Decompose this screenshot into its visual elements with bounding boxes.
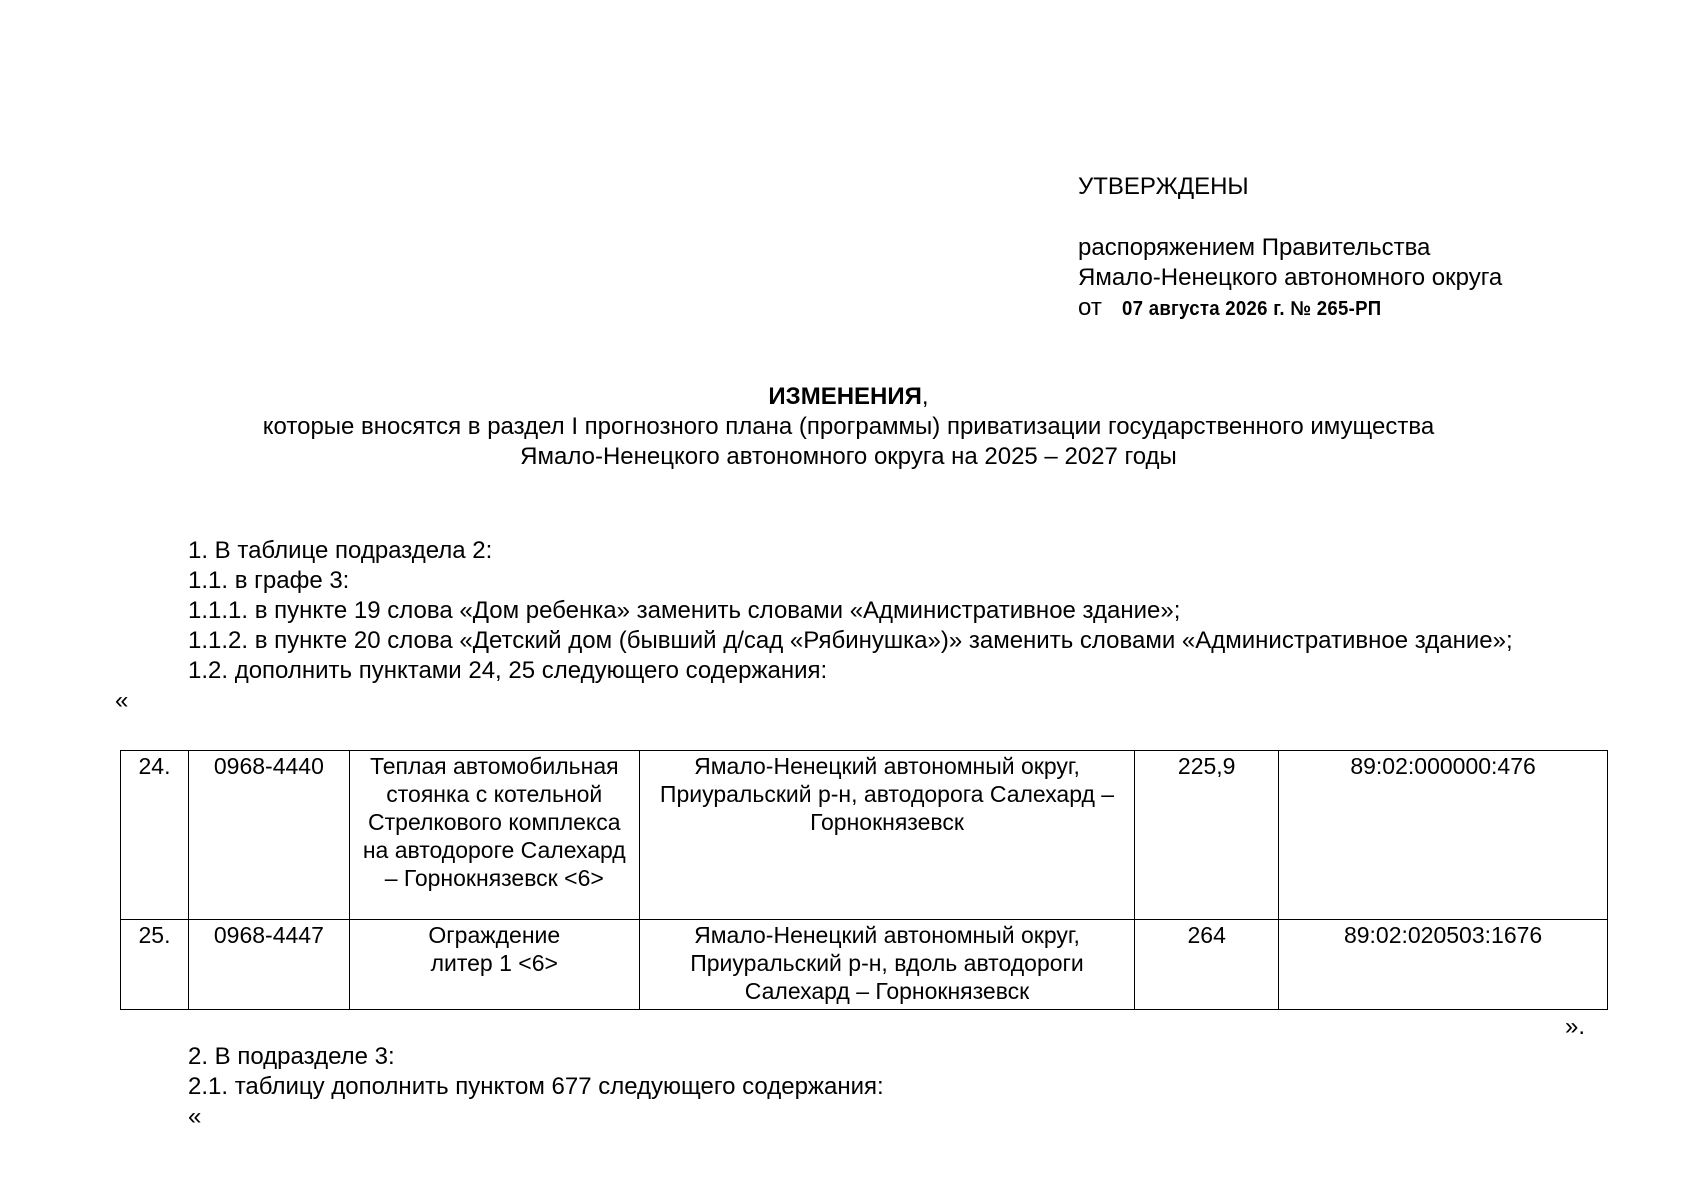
approval-heading: УТВЕРЖДЕНЫ — [1078, 173, 1249, 200]
paragraph-1-1: 1.1. в графе 3: — [188, 567, 350, 594]
paragraph-1-2: 1.2. дополнить пунктами 24, 25 следующего содержания: — [188, 657, 828, 684]
approval-line-2: Ямало-Ненецкого автономного округа — [1078, 264, 1503, 291]
close-quote: ». — [1565, 1013, 1586, 1040]
paragraph-1-1-2: 1.1.2. в пункте 20 слова «Детский дом (бывший д/сад «Рябинушка»)» заменить словами «Административное здание»; — [188, 627, 1513, 654]
paragraph-1: 1. В таблице подраздела 2: — [188, 537, 493, 564]
paragraph-2: 2. В подразделе 3: — [188, 1043, 395, 1070]
cell-number: 25. — [121, 920, 189, 1010]
paragraph-1-1-1: 1.1.1. в пункте 19 слова «Дом ребенка» заменить словами «Административное здание»; — [188, 597, 1181, 624]
table-row — [121, 751, 1608, 920]
document-title — [0, 382, 1697, 472]
approval-line-1: распоряжением Правительства — [1078, 234, 1431, 261]
title-line-3: Ямало-Ненецкого автономного округа на 2025 – 2027 годы — [520, 443, 1177, 470]
cell-number: 24. — [121, 751, 189, 920]
title-line-2: которые вносятся в раздел I прогнозного плана (программы) приватизации государственного имущества — [262, 413, 1435, 440]
open-quote: « — [115, 687, 129, 714]
cell-address: Ямало-Ненецкий автономный округ, Приуральский р-н, автодорога Салехард – Горнокнязевск — [639, 751, 1135, 920]
title-comma: , — [921, 383, 929, 410]
cell-code: 0968-4447 — [188, 920, 349, 1010]
items-table — [120, 750, 1608, 1010]
cell-name: Теплая автомобильная стоянка с котельной Стрелкового комплекса на автодороге Салехард – Горнокнязевск <6> — [349, 751, 639, 920]
title-word: ИЗМЕНЕНИЯ — [768, 383, 922, 410]
body-section-2 — [115, 1042, 1593, 1132]
cell-area: 225,9 — [1135, 751, 1279, 920]
cell-code: 0968-4440 — [188, 751, 349, 920]
cell-address: Ямало-Ненецкий автономный округ, Приуральский р-н, вдоль автодороги Салехард – Горнокнязевск — [639, 920, 1135, 1010]
approval-date-prefix: от — [1078, 294, 1102, 321]
table-row — [121, 920, 1608, 1010]
paragraph-2-1: 2.1. таблицу дополнить пунктом 677 следующего содержания: — [188, 1073, 884, 1100]
approval-stamp — [1078, 172, 1502, 324]
cell-cadastral: 89:02:000000:476 — [1279, 751, 1608, 920]
cell-name: Ограждение литер 1 <6> — [349, 920, 639, 1010]
approval-date-value: 07 августа 2026 г. № 265-РП — [1121, 298, 1382, 320]
cell-cadastral: 89:02:020503:1676 — [1279, 920, 1608, 1010]
open-quote-2: « — [188, 1103, 202, 1130]
body-section-1 — [115, 536, 1593, 716]
cell-area: 264 — [1135, 920, 1279, 1010]
approval-date-line — [1078, 293, 1502, 324]
title-line-1 — [0, 382, 1697, 412]
